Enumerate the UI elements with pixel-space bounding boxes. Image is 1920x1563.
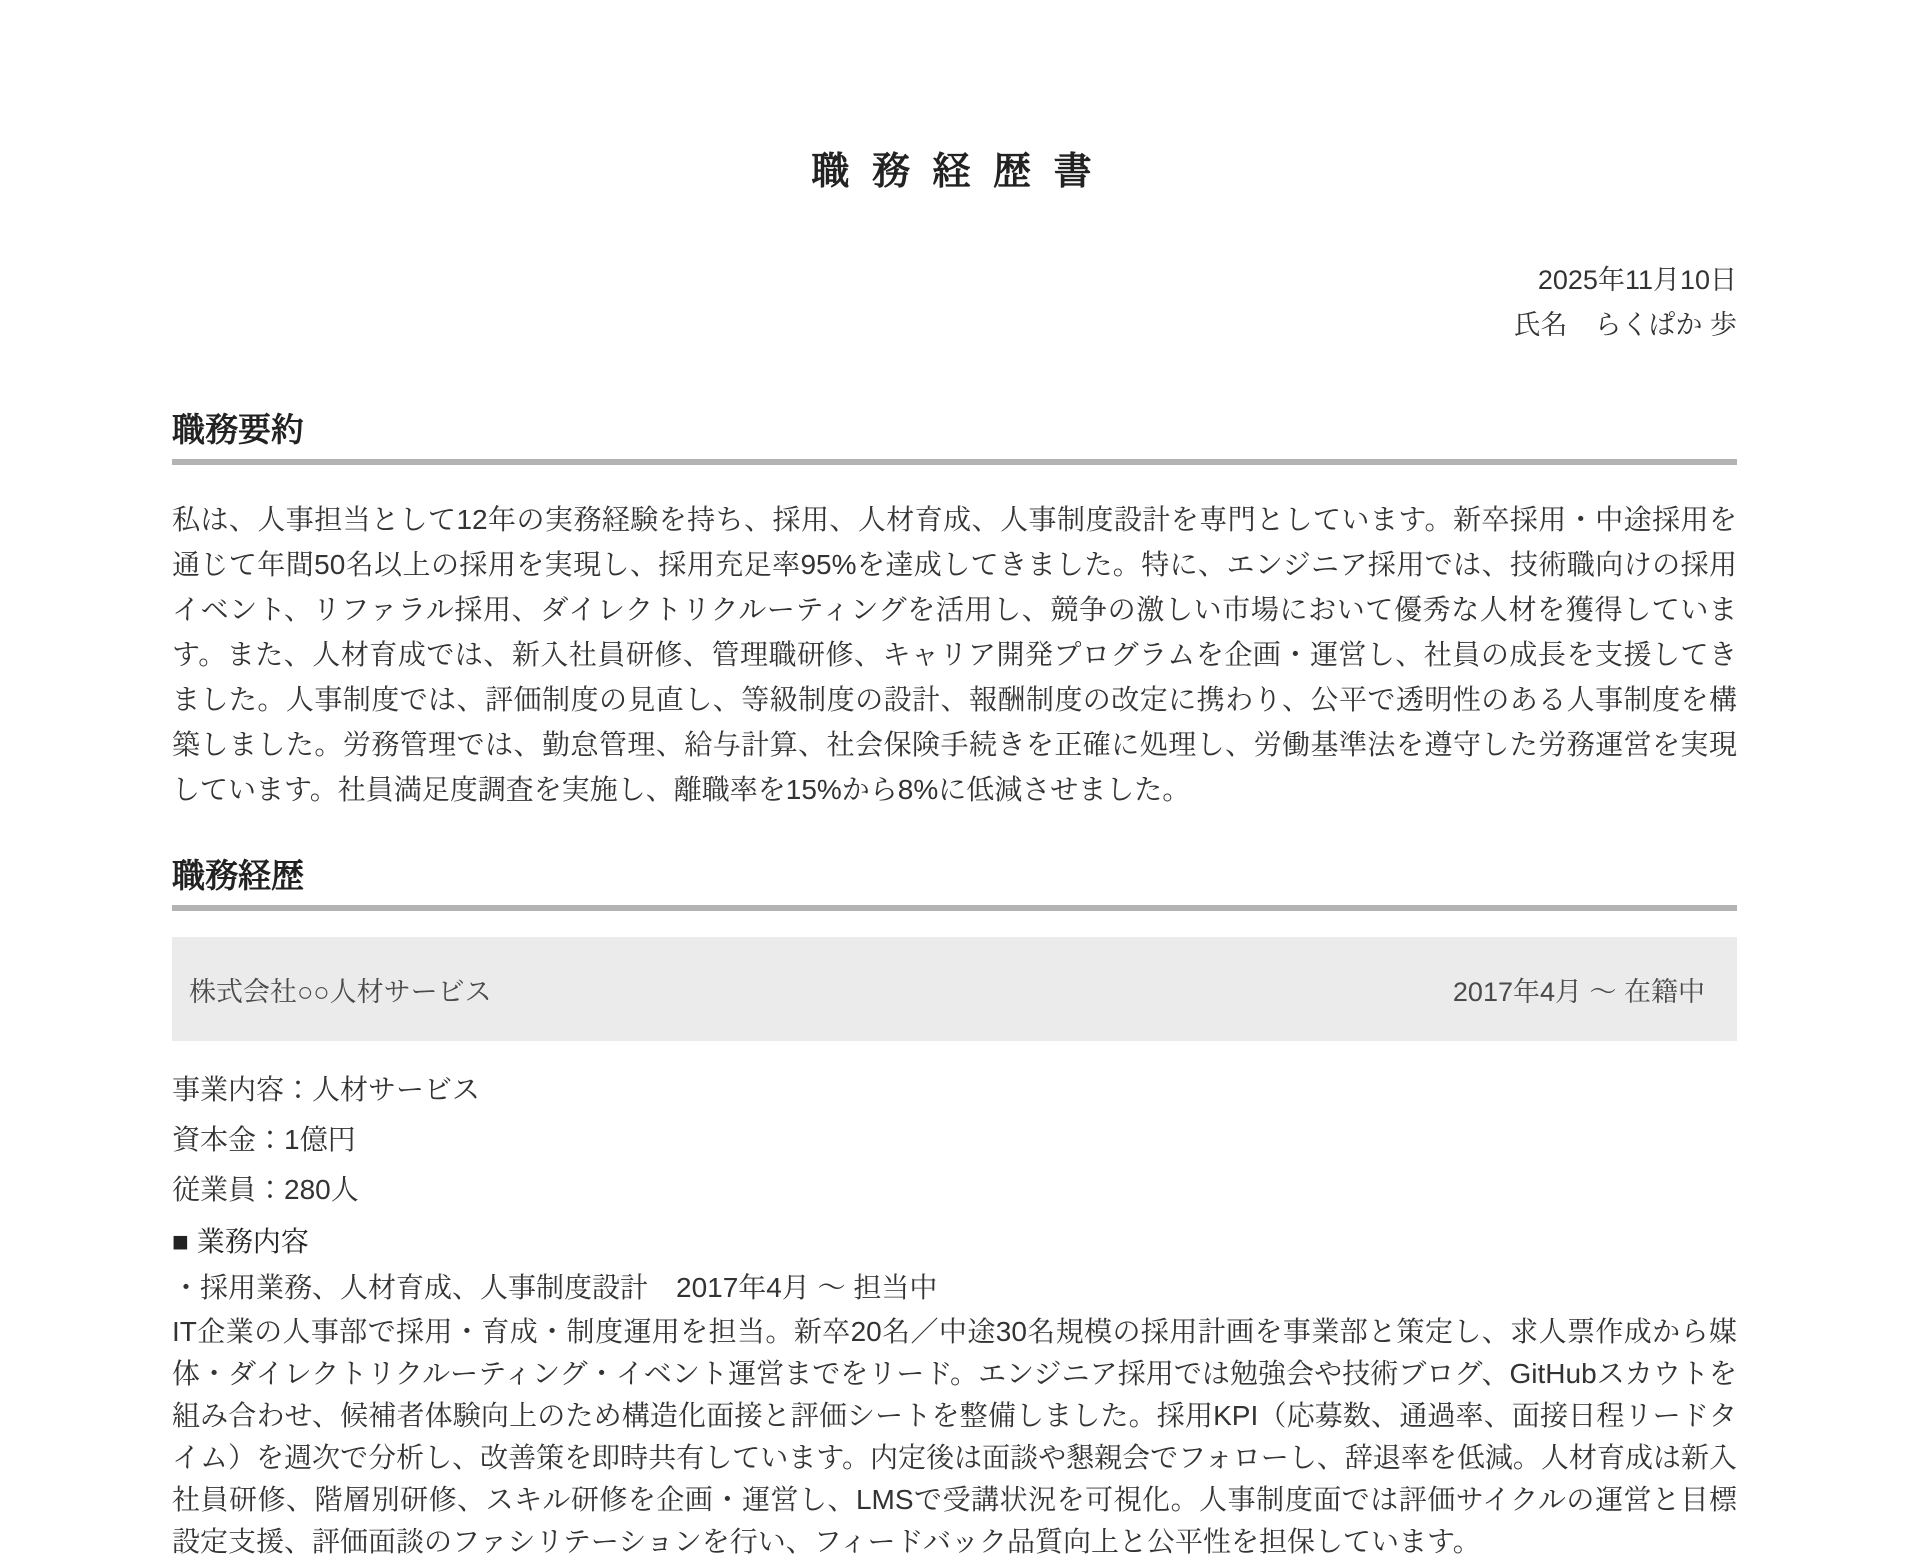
company-period: 2017年4月 〜 在籍中	[1452, 976, 1705, 1007]
document-title: 職 務 経 歴 書	[811, 151, 1098, 193]
company-capital-line: 資本金：1億円	[172, 1124, 356, 1155]
history-section	[172, 856, 1737, 1563]
duties-heading: ■ 業務内容	[172, 1226, 309, 1257]
company-name: 株式会社○○人材サービス	[189, 976, 492, 1007]
history-heading: 職務経歴	[172, 856, 1737, 911]
duties-detail: IT企業の人事部で採用・育成・制度運用を担当。新卒20名／中途30名規模の採用計画を事業部と策定し、求人票作成から媒体・ダイレクトリクルーティング・イベント運営までをリード。エンジニア採用では勉強会や技術ブログ、GitHubスカウトを組み合わせ、候補者体験向上のため構造化面接と評価シートを整備しました。採用KPI（応募数、通過率、面接日程リードタイム）を週次で分析し、改善策を即時共有しています。内定後は面談や懇親会でフォローし、辞退率を低減。人材育成は新入社員研修、階層別研修、スキル研修を企画・運営し、LMSで受講状況を可視化。人事制度面では評価サイクルの運営と目標設定支援、評価面談のファシリテーションを行い、フィードバック品質向上と公平性を担保しています。	[172, 1316, 1737, 1557]
summary-body: 私は、人事担当として12年の実務経験を持ち、採用、人材育成、人事制度設計を専門としています。新卒採用・中途採用を通じて年間50名以上の採用を実現し、採用充足率95%を達成してきました。特に、エンジニア採用では、技術職向けの採用イベント、リファラル採用、ダイレクトリクルーティングを活用し、競争の激しい市場において優秀な人材を獲得しています。また、人材育成では、新入社員研修、管理職研修、キャリア開発プログラムを企画・運営し、社員の成長を支援してきました。人事制度では、評価制度の見直し、等級制度の設計、報酬制度の改定に携わり、公平で透明性のある人事制度を構築しました。労務管理では、勤怠管理、給与計算、社会保険手続きを正確に処理し、労働基準法を遵守した労務運営を実現しています。社員満足度調査を実施し、離職率を15%から8%に低減させました。	[172, 504, 1737, 805]
duties-role-line: ・採用業務、人材育成、人事制度設計 2017年4月 〜 担当中	[172, 1272, 938, 1303]
company-business-line: 事業内容：人材サービス	[172, 1074, 481, 1105]
document-date: 2025年11月10日	[1537, 265, 1737, 295]
resume-document	[172, 0, 1737, 1563]
company-period-box	[172, 937, 1737, 1041]
company-facts	[172, 1065, 1737, 1215]
company-employees-line: 従業員：280人	[172, 1174, 359, 1205]
applicant-name: 氏名 らくぱか 歩	[1513, 310, 1737, 340]
document-meta	[172, 258, 1737, 348]
summary-heading: 職務要約	[172, 410, 1737, 465]
summary-section	[172, 410, 1737, 812]
duties-block	[172, 1219, 1737, 1563]
